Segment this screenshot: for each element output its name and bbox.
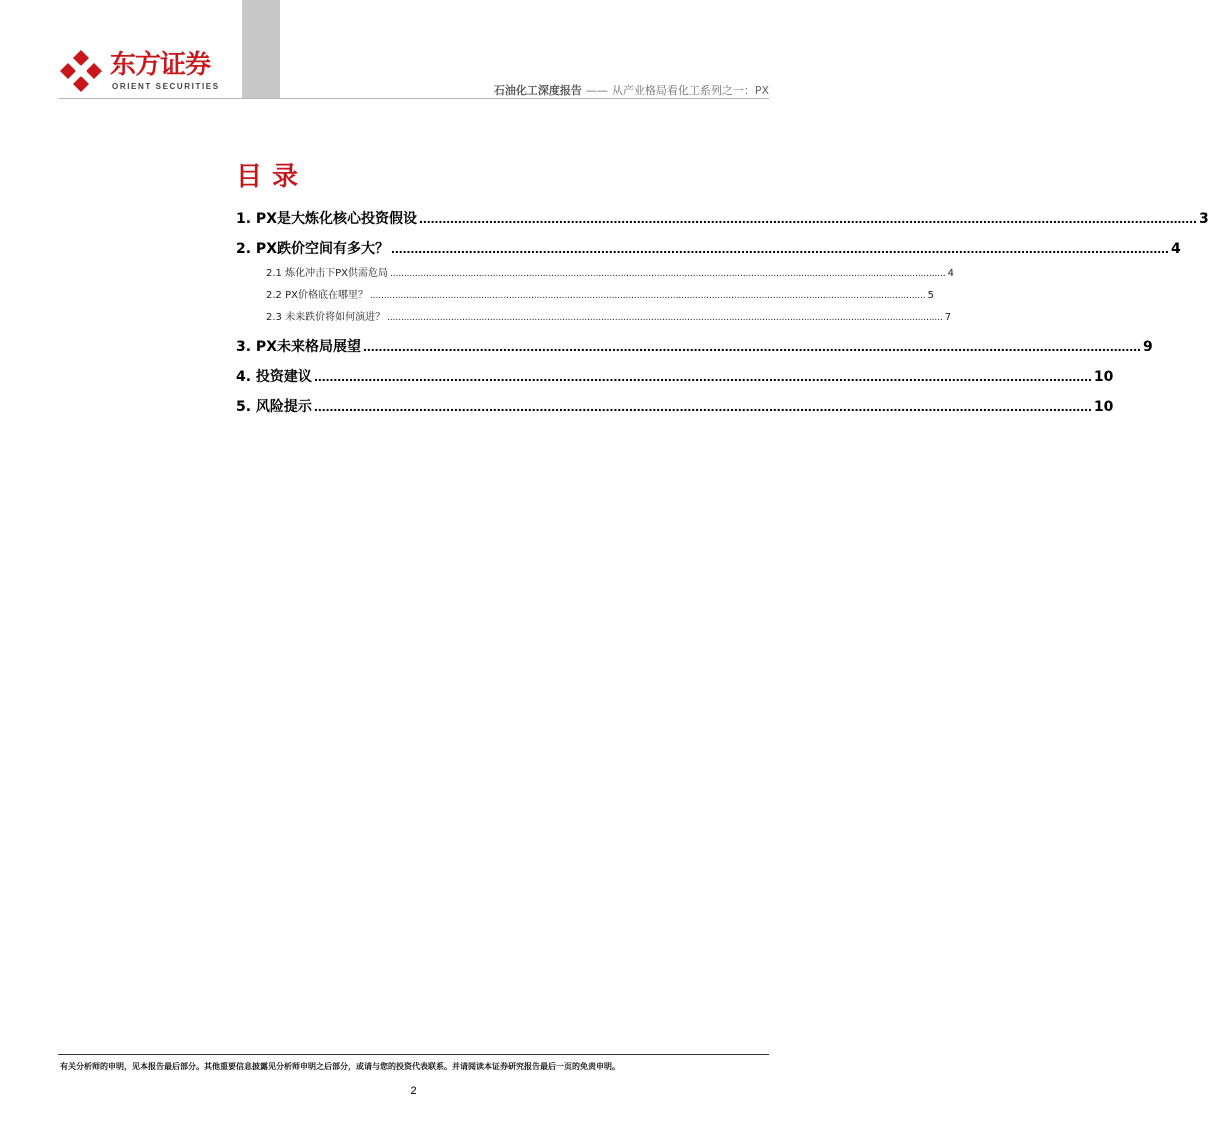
toc-entry-page: 10 — [1093, 369, 1114, 385]
toc-entry[interactable] — [236, 208, 1209, 230]
toc-entry[interactable] — [236, 308, 952, 324]
series-title: 从产业格局看化工系列之一：PX — [611, 84, 769, 97]
footer-disclaimer: 有关分析师的申明，见本报告最后部分。其他重要信息披露见分析师申明之后部分，或请与您的投资代表联系。并请阅读本证券研究报告最后一页的免责申明。 — [60, 1062, 620, 1071]
toc-entry-title: 1. PX是大炼化核心投资假设 — [236, 211, 417, 227]
toc-entry-title: 4. 投资建议 — [236, 369, 312, 385]
toc-entry-page: 7 — [944, 312, 952, 323]
toc-entry-page: 9 — [1142, 339, 1153, 355]
toc-entry[interactable] — [236, 366, 1114, 388]
toc-leader-dots: ........................................................................................................................................................................................................ — [387, 312, 943, 323]
toc-entry-title: 2.2 PX价格底在哪里？ — [266, 290, 368, 301]
orient-securities-logo — [58, 48, 228, 98]
toc-entry[interactable] — [236, 264, 955, 280]
report-type: 石油化工深度报告 — [493, 84, 582, 97]
header-separator: —— — [585, 84, 608, 97]
toc-leader-dots: ........................................................................................................................................................................................................ — [389, 268, 946, 279]
page-number: 2 — [410, 1085, 417, 1097]
toc-entry-title: 3. PX未来格局展望 — [236, 339, 361, 355]
logo-english-name: ORIENT SECURITIES — [112, 82, 220, 91]
toc-leader-dots: ........................................................................................................................................................................................................ — [369, 290, 926, 301]
toc-entry-page: 4 — [947, 268, 955, 279]
toc-leader-dots: ........................................................................................................................................................................................................ — [419, 210, 1197, 226]
toc-entry-page: 5 — [927, 290, 935, 301]
toc-entry-title: 2.3 未来跌价将如何演进？ — [266, 312, 386, 323]
toc-entry[interactable] — [236, 238, 1181, 260]
header-gray-tab — [242, 0, 280, 98]
toc-entry[interactable] — [236, 336, 1153, 358]
toc-leader-dots: ........................................................................................................................................................................................................ — [313, 398, 1092, 414]
header-rule — [58, 98, 769, 99]
toc-entry-page: 4 — [1170, 241, 1181, 257]
toc-entry-title: 2.1 炼化冲击下PX供需危局 — [266, 268, 388, 279]
toc-heading: 目录 — [236, 162, 309, 192]
logo-chinese-name: 东方证券 — [110, 50, 211, 80]
toc-entry-title: 5. 风险提示 — [236, 399, 312, 415]
toc-entry[interactable] — [236, 396, 1114, 418]
report-header-title — [494, 82, 769, 98]
toc-entry-title: 2. PX跌价空间有多大？ — [236, 241, 389, 257]
toc-entry-page: 10 — [1093, 399, 1114, 415]
toc-leader-dots: ........................................................................................................................................................................................................ — [363, 338, 1141, 354]
toc-entry-page: 3 — [1198, 211, 1209, 227]
toc-entry[interactable] — [236, 286, 935, 302]
logo-mark-icon — [58, 48, 104, 94]
toc-leader-dots: ........................................................................................................................................................................................................ — [313, 368, 1092, 384]
footer-rule — [58, 1054, 769, 1055]
toc-leader-dots: ........................................................................................................................................................................................................ — [391, 240, 1169, 256]
